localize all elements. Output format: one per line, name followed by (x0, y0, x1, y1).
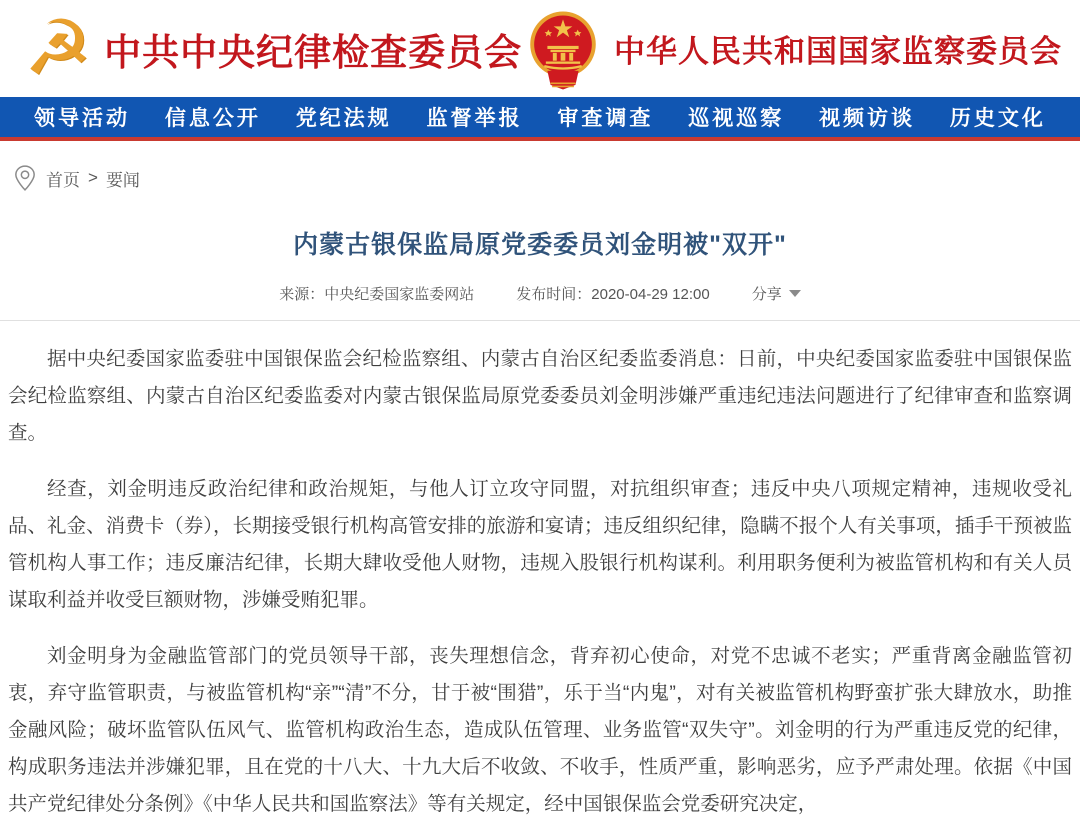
breadcrumb-current[interactable]: 要闻 (105, 170, 140, 190)
article-paragraph: 据中央纪委国家监委驻中国银保监会纪检监察组、内蒙古自治区纪委监委消息：日前，中央纪委国家监委驻中国银保监会纪检监察组、内蒙古自治区纪委监委对内蒙古银保监局原党委委员刘金明涉嫌严重违纪违法问题进行了纪律审查和监察调查。 (8, 348, 1072, 444)
site-title-nsc: 中华人民共和国国家监察委员会 (614, 34, 1062, 69)
location-pin-icon (14, 165, 36, 191)
nsc-logo-group[interactable] (524, 8, 1062, 90)
share-label: 分享 (751, 286, 782, 303)
main-nav (0, 97, 1080, 141)
nav-item-video-interview[interactable]: 视频访谈 (819, 107, 916, 130)
nav-item-party-regulations[interactable]: 党纪法规 (295, 107, 392, 130)
nav-item-inspection-tour[interactable]: 巡视巡察 (688, 107, 785, 130)
national-emblem-icon (524, 8, 602, 90)
meta-publish-time: 发布时间：2020-04-29 12:00 (516, 286, 710, 303)
nav-item-investigation[interactable]: 审查调查 (557, 107, 654, 130)
article-paragraph: 经查，刘金明违反政治纪律和政治规矩，与他人订立攻守同盟，对抗组织审查；违反中央八项规定精神，违规收受礼品、礼金、消费卡（券），长期接受银行机构高管安排的旅游和宴请；违反组织纪律，隐瞒不报个人有关事项，插手干预被监管机构人事工作；违反廉洁纪律，长期大肆收受他人财物，违规入股银行机构谋利。利用职务便利为被监管机构和有关人员谋取利益并收受巨额财物，涉嫌受贿犯罪。 (8, 478, 1072, 611)
ccdi-logo-group[interactable] (24, 5, 523, 91)
nav-item-info-disclosure[interactable]: 信息公开 (164, 107, 261, 130)
article-meta (0, 283, 1080, 320)
article-body (0, 321, 1080, 823)
party-emblem-icon: ☭ (24, 5, 93, 91)
meta-source: 来源：中央纪委国家监委网站 (279, 286, 475, 303)
nav-item-leader-activities[interactable]: 领导活动 (34, 107, 130, 130)
nav-item-history-culture[interactable]: 历史文化 (949, 107, 1046, 130)
article-title: 内蒙古银保监局原党委委员刘金明被"双开" (293, 231, 787, 259)
site-title-ccdi: 中共中央纪律检查委员会 (104, 31, 523, 73)
breadcrumb-separator: > (88, 168, 98, 187)
breadcrumb-home[interactable]: 首页 (46, 170, 80, 190)
chevron-down-icon (789, 290, 801, 297)
share-button[interactable] (752, 283, 801, 304)
breadcrumb (0, 141, 1080, 201)
article-paragraph: 刘金明身为金融监管部门的党员领导干部，丧失理想信念，背弃初心使命，对党不忠诚不老实；严重背离金融监管初衷，弃守监管职责，与被监管机构“亲”“清”不分，甘于被“围猎”，乐于当“内鬼”，对有关被监管机构野蛮扩张大肆放水，助推金融风险；破坏监管队伍风气、监管机构政治生态，造成队伍管理、业务监管“双失守”。刘金明的行为严重违反党的纪律，构成职务违法并涉嫌犯罪，且在党的十八大、十九大后不收敛、不收手，性质严重，影响恶劣，应予严肃处理。依据《中国共产党纪律处分条例》《中华人民共和国监察法》等有关规定，经中国银保监会党委研究决定， (8, 645, 1072, 815)
nav-item-supervision-report[interactable]: 监督举报 (426, 107, 523, 130)
site-header (0, 0, 1080, 97)
article (0, 225, 1080, 823)
